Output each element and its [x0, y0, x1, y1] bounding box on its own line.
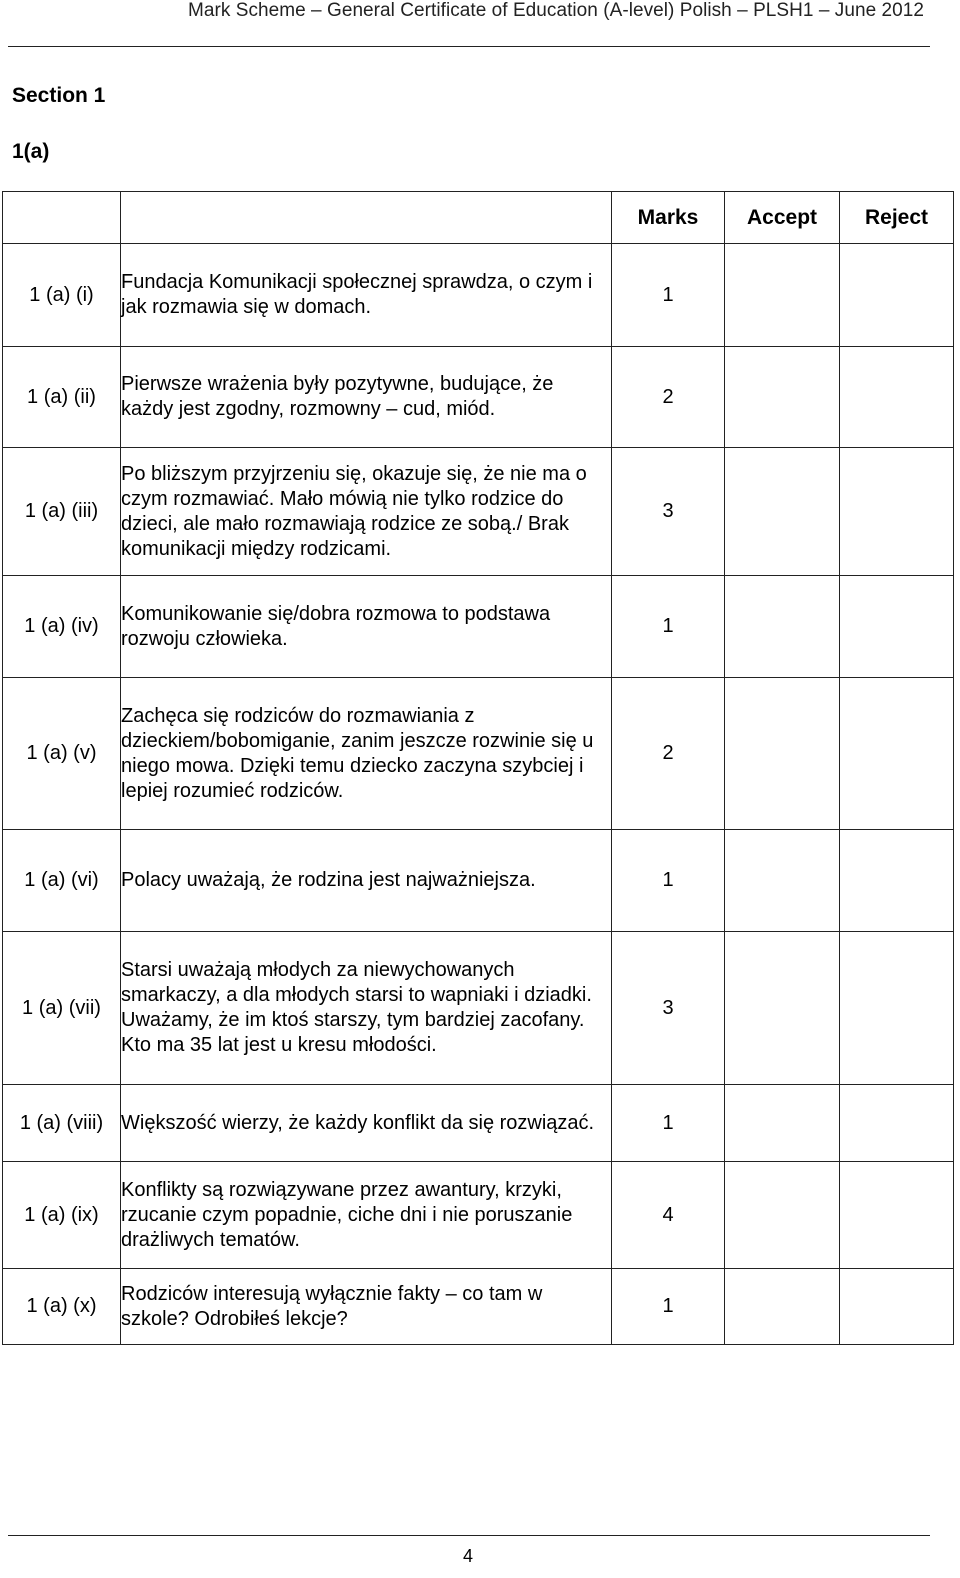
- table-row: [3, 576, 954, 678]
- answer-text: Zachęca się rodziców do rozmawiania z dzieckiem/bobomiganie, zanim jeszcze rozwinie się u niego mowa. Dzięki temu dziecko zaczyna szybciej i lepiej rozumieć rodziców.: [121, 678, 612, 830]
- answer-text: Starsi uważają młodych za niewychowanych smarkaczy, a dla młodych starsi to wapniaki i dziadki. Uważamy, że im ktoś starszy, tym bardziej zacofany. Kto ma 35 lat jest u kresu młodości.: [121, 932, 612, 1085]
- page-header: Mark Scheme – General Certificate of Education (A-level) Polish – PLSH1 – June 2012: [187, 0, 924, 21]
- answer-text: Po bliższym przyjrzeniu się, okazuje się, że nie ma o czym rozmawiać. Mało mówią nie tylko rodzice do dzieci, ale mało rozmawiają rodzice ze sobą./ Brak komunikacji między rodzicami.: [121, 448, 612, 576]
- accept-cell: [725, 576, 840, 678]
- accept-cell: [725, 830, 840, 932]
- question-ref: 1 (a) (v): [3, 678, 121, 830]
- question-ref: 1 (a) (x): [3, 1269, 121, 1345]
- question-title: 1(a): [12, 140, 50, 163]
- reject-cell: [840, 678, 954, 830]
- question-ref: 1 (a) (viii): [3, 1085, 121, 1162]
- reject-cell: [840, 347, 954, 448]
- marks-value: 1: [612, 576, 725, 678]
- accept-cell: [725, 244, 840, 347]
- answer-text: Komunikowanie się/dobra rozmowa to podstawa rozwoju człowieka.: [121, 576, 612, 678]
- reject-cell: [840, 1269, 954, 1345]
- table-row: [3, 1162, 954, 1269]
- accept-cell: [725, 932, 840, 1085]
- table-row: [3, 244, 954, 347]
- column-header-marks: Marks: [612, 192, 725, 244]
- marks-value: 1: [612, 830, 725, 932]
- table-row: [3, 1269, 954, 1345]
- question-ref: 1 (a) (ix): [3, 1162, 121, 1269]
- accept-cell: [725, 1085, 840, 1162]
- answer-text: Fundacja Komunikacji społecznej sprawdza, o czym i jak rozmawia się w domach.: [121, 244, 612, 347]
- marks-value: 1: [612, 244, 725, 347]
- section-title: Section 1: [12, 84, 106, 107]
- table-header-row: [3, 192, 954, 244]
- answer-text: Pierwsze wrażenia były pozytywne, budujące, że każdy jest zgodny, rozmowny – cud, miód.: [121, 347, 612, 448]
- accept-cell: [725, 678, 840, 830]
- mark-scheme-table: [2, 191, 954, 1345]
- page-number: 4: [462, 1546, 473, 1566]
- column-header-accept: Accept: [725, 192, 840, 244]
- question-ref: 1 (a) (ii): [3, 347, 121, 448]
- marks-value: 2: [612, 678, 725, 830]
- answer-text: Większość wierzy, że każdy konflikt da się rozwiązać.: [121, 1085, 612, 1162]
- footer-divider: [8, 1535, 930, 1536]
- column-header-reject: Reject: [840, 192, 954, 244]
- reject-cell: [840, 1162, 954, 1269]
- table-row: [3, 932, 954, 1085]
- marks-value: 3: [612, 932, 725, 1085]
- question-ref: 1 (a) (vii): [3, 932, 121, 1085]
- answer-text: Rodziców interesują wyłącznie fakty – co tam w szkole? Odrobiłeś lekcje?: [121, 1269, 612, 1345]
- question-ref: 1 (a) (iv): [3, 576, 121, 678]
- reject-cell: [840, 830, 954, 932]
- question-ref: 1 (a) (vi): [3, 830, 121, 932]
- accept-cell: [725, 347, 840, 448]
- column-header-ref: [3, 192, 121, 244]
- marks-value: 2: [612, 347, 725, 448]
- reject-cell: [840, 448, 954, 576]
- column-header-answer: [121, 192, 612, 244]
- table-row: [3, 678, 954, 830]
- reject-cell: [840, 932, 954, 1085]
- reject-cell: [840, 244, 954, 347]
- accept-cell: [725, 1269, 840, 1345]
- table-row: [3, 830, 954, 932]
- reject-cell: [840, 1085, 954, 1162]
- table-row: [3, 347, 954, 448]
- answer-text: Konflikty są rozwiązywane przez awantury, krzyki, rzucanie czym popadnie, ciche dni i nie poruszanie drażliwych tematów.: [121, 1162, 612, 1269]
- accept-cell: [725, 1162, 840, 1269]
- question-ref: 1 (a) (i): [3, 244, 121, 347]
- marks-value: 4: [612, 1162, 725, 1269]
- marks-value: 1: [612, 1085, 725, 1162]
- header-divider: [8, 46, 930, 47]
- accept-cell: [725, 448, 840, 576]
- table-row: [3, 1085, 954, 1162]
- answer-text: Polacy uważają, że rodzina jest najważniejsza.: [121, 830, 612, 932]
- marks-value: 3: [612, 448, 725, 576]
- reject-cell: [840, 576, 954, 678]
- table-row: [3, 448, 954, 576]
- marks-value: 1: [612, 1269, 725, 1345]
- question-ref: 1 (a) (iii): [3, 448, 121, 576]
